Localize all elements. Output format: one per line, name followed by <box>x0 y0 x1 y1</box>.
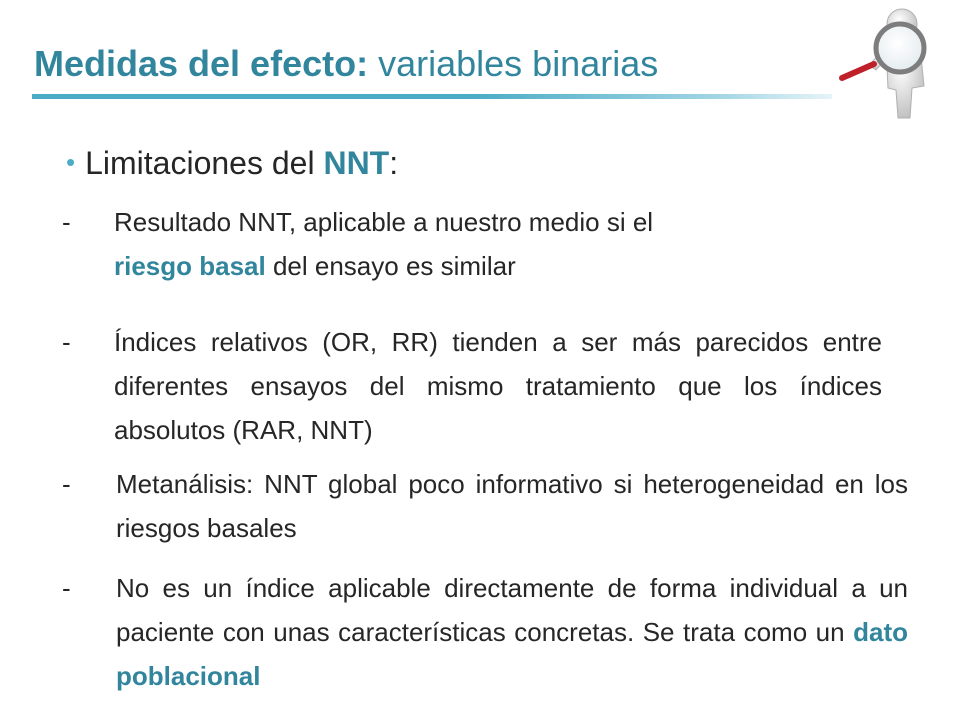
item-accent: dato poblacional <box>116 617 908 691</box>
title-underline <box>32 94 832 99</box>
list-item <box>62 200 882 290</box>
item-text-part1: Resultado NNT, aplicable a nuestro medio si el <box>114 207 654 237</box>
heading-text: Limitaciones del <box>85 145 324 181</box>
title-light: variables binarias <box>378 43 659 84</box>
item-text-part1: No es un índice aplicable directamente de forma individual a un paciente con unas características concretas. Se trata como un <box>116 573 908 647</box>
item-accent: riesgo basal <box>114 251 266 281</box>
person-with-magnifying-glass-icon <box>836 6 942 124</box>
title-bold: Medidas del efecto: <box>34 43 369 84</box>
item-text-part2: del ensayo es similar <box>265 251 516 281</box>
heading-accent: NNT <box>323 145 390 181</box>
heading-colon: : <box>389 145 399 181</box>
list-item-text <box>114 200 882 288</box>
list-item-text: Metanálisis: NNT global poco informativo si heterogeneidad en los riesgos basales <box>116 469 908 543</box>
list-item <box>62 566 908 700</box>
list-item-text: Índices relativos (OR, RR) tienden a ser más parecidos entre diferentes ensayos del mismo tratamiento que los índices absolutos (RAR, NNT) <box>114 327 882 445</box>
list-item <box>62 320 882 454</box>
bullet-icon: • <box>66 147 76 177</box>
list-item <box>62 462 908 552</box>
slide-title <box>34 40 658 88</box>
heading-limitaciones <box>66 140 398 185</box>
dash-icon: - <box>62 469 71 499</box>
dash-icon: - <box>62 327 71 357</box>
list-item-text <box>116 566 908 698</box>
dash-icon: - <box>62 573 71 603</box>
dash-icon: - <box>62 207 71 237</box>
